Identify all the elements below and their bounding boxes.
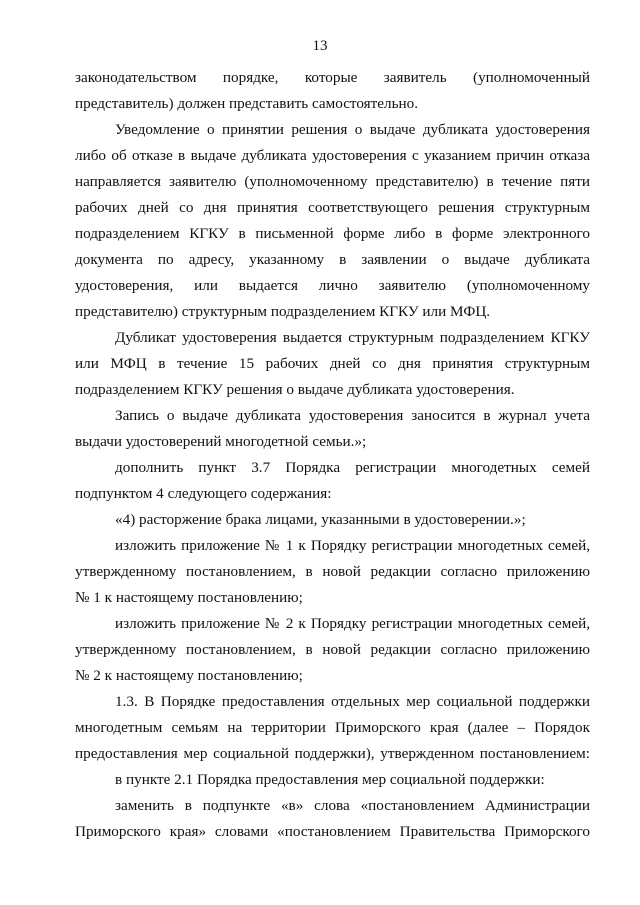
text-line: удостоверения, или выдается лично заявителю (уполномоченному: [75, 277, 590, 294]
text-line: представитель) должен представить самостоятельно.: [75, 95, 419, 112]
text-line: направляется заявителю (уполномоченному представителю) в течение пяти: [75, 173, 590, 190]
text-line: заменить в подпункте «в» слова «постановлением Администрации: [115, 797, 590, 814]
text-line: Дубликат удостоверения выдается структурным подразделением КГКУ: [115, 329, 590, 346]
text-line: подразделением КГКУ решения о выдаче дубликата удостоверения.: [75, 381, 515, 398]
text-line: документа по адресу, указанному в заявлении о выдаче дубликата: [75, 251, 590, 268]
text-line: подразделением КГКУ в письменной форме либо в форме электронного: [75, 225, 590, 242]
document-body: [75, 65, 590, 845]
text-line: 1.3. В Порядке предоставления отдельных мер социальной поддержки: [115, 693, 590, 710]
text-line: Запись о выдаче дубликата удостоверения заносится в журнал учета: [115, 407, 590, 424]
text-line: либо об отказе в выдаче дубликата удостоверения с указанием причин отказа: [75, 147, 590, 164]
text-line: «4) расторжение брака лицами, указанными в удостоверении.»;: [115, 511, 526, 528]
text-line: многодетным семьям на территории Приморского края (далее – Порядок: [75, 719, 590, 736]
text-line: Уведомление о принятии решения о выдаче дубликата удостоверения: [115, 121, 590, 138]
text-line: утвержденному постановлением, в новой редакции согласно приложению: [75, 641, 590, 658]
text-line: выдачи удостоверений многодетной семьи.»;: [75, 433, 367, 450]
text-line: изложить приложение № 2 к Порядку регистрации многодетных семей,: [115, 615, 590, 632]
page-number: 13: [312, 38, 328, 54]
text-line: утвержденному постановлением, в новой редакции согласно приложению: [75, 563, 590, 580]
text-line: законодательством порядке, которые заявитель (уполномоченный: [75, 69, 590, 86]
text-line: в пункте 2.1 Порядка предоставления мер социальной поддержки:: [115, 771, 545, 788]
text-line: рабочих дней со дня принятия соответствующего решения структурным: [75, 199, 590, 216]
text-line: или МФЦ в течение 15 рабочих дней со дня принятия структурным: [75, 355, 590, 372]
text-line: предоставления мер социальной поддержки), утвержденном постановлением:: [75, 745, 590, 762]
text-line: дополнить пункт 3.7 Порядка регистрации многодетных семей: [115, 459, 590, 476]
text-line: представителю) структурным подразделением КГКУ или МФЦ.: [75, 303, 491, 320]
text-line: Приморского края» словами «постановлением Правительства Приморского: [75, 823, 590, 840]
text-line: № 1 к настоящему постановлению;: [75, 589, 303, 606]
text-line: подпунктом 4 следующего содержания:: [75, 485, 332, 502]
text-line: изложить приложение № 1 к Порядку регистрации многодетных семей,: [115, 537, 590, 554]
text-line: № 2 к настоящему постановлению;: [75, 667, 303, 684]
